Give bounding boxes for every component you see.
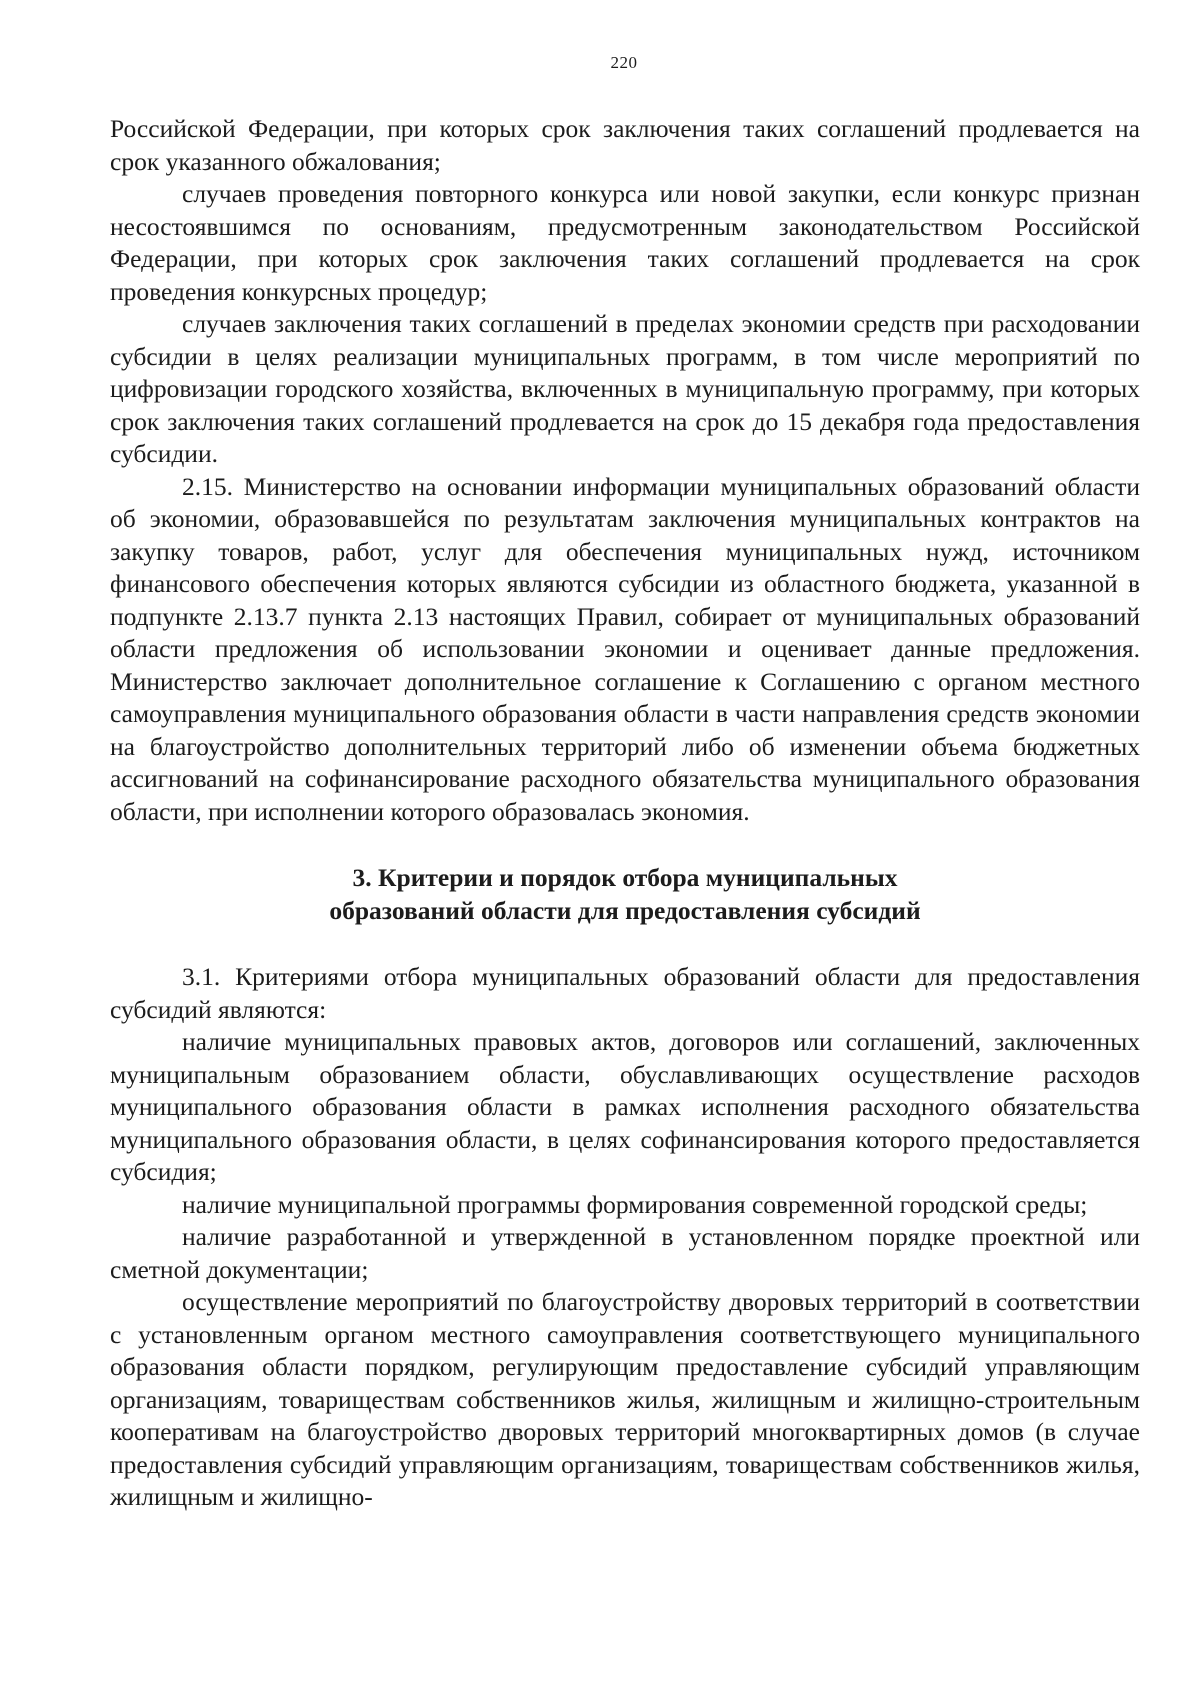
page-number: 220 [610, 53, 638, 72]
paragraph-2-15: 2.15. Министерство на основании информации муниципальных образований области об экономии, образовавшейся по результатам заключения муниципальных контрактов на закупку товаров, работ, услуг для обеспечения муниципальных нужд, источником финансового обеспечения которых являются субсидии из областного бюджета, указанной в подпункте 2.13.7 пункта 2.13 настоящих Правил, собирает от муниципальных образований области предложения об использовании экономии и оценивает данные предложения. Министерство заключает дополнительное соглашение к Соглашению с органом местного самоуправления муниципального образования области в части направления средств экономии на благоустройство дополнительных территорий либо об изменении объема бюджетных ассигнований на софинансирование расходного обязательства муниципального образования области, при исполнении которого образовалась экономия. [110, 471, 1140, 826]
section-heading [110, 862, 1140, 927]
paragraph-3-1: 3.1. Критериями отбора муниципальных образований области для предоставления субсидий являются: [110, 962, 1140, 1024]
paragraph-criterion-documentation: наличие разработанной и утвержденной в установленном порядке проектной или сметной документации; [110, 1222, 1140, 1284]
document-body [110, 113, 1140, 1514]
paragraph-criterion-courtyards: осуществление мероприятий по благоустройству дворовых территорий в соответствии с установленным органом местного самоуправления соответствующего муниципального образования области порядком, регулирующим предоставление субсидий управляющим организациям, товариществам собственников жилья, жилищным и жилищно-строительным кооперативам на благоустройство дворовых территорий многоквартирных домов (в случае предоставления субсидий управляющим организациям, товариществам собственников жилья, жилищным и жилищно- [110, 1287, 1140, 1511]
section-heading-line-1: 3. Критерии и порядок отбора муниципальных [352, 863, 898, 892]
paragraph-criterion-legal-acts: наличие муниципальных правовых актов, договоров или соглашений, заключенных муниципальным образованием области, обуславливающих осуществление расходов муниципального образования области в рамках исполнения расходного обязательства муниципального образования области, в целях софинансирования которого предоставляется субсидия; [110, 1027, 1140, 1186]
paragraph-savings-agreements: случаев заключения таких соглашений в пределах экономии средств при расходовании субсидии в целях реализации муниципальных программ, в том числе мероприятий по цифровизации городского хозяйства, включенных в муниципальную программу, при которых срок заключения таких соглашений продлевается на срок до 15 декабря года предоставления субсидии. [110, 309, 1140, 468]
section-heading-line-2: образований области для предоставления субсидий [329, 895, 921, 925]
paragraph-criterion-program: наличие муниципальной программы формирования современной городской среды; [182, 1189, 1088, 1219]
paragraph-continuation: Российской Федерации, при которых срок заключения таких соглашений продлевается на срок указанного обжалования; [110, 114, 1140, 176]
paragraph-repeat-tender: случаев проведения повторного конкурса или новой закупки, если конкурс признан несостоявшимся по основаниям, предусмотренным законодательством Российской Федерации, при которых срок заключения таких соглашений продлевается на срок проведения конкурсных процедур; [110, 179, 1140, 306]
